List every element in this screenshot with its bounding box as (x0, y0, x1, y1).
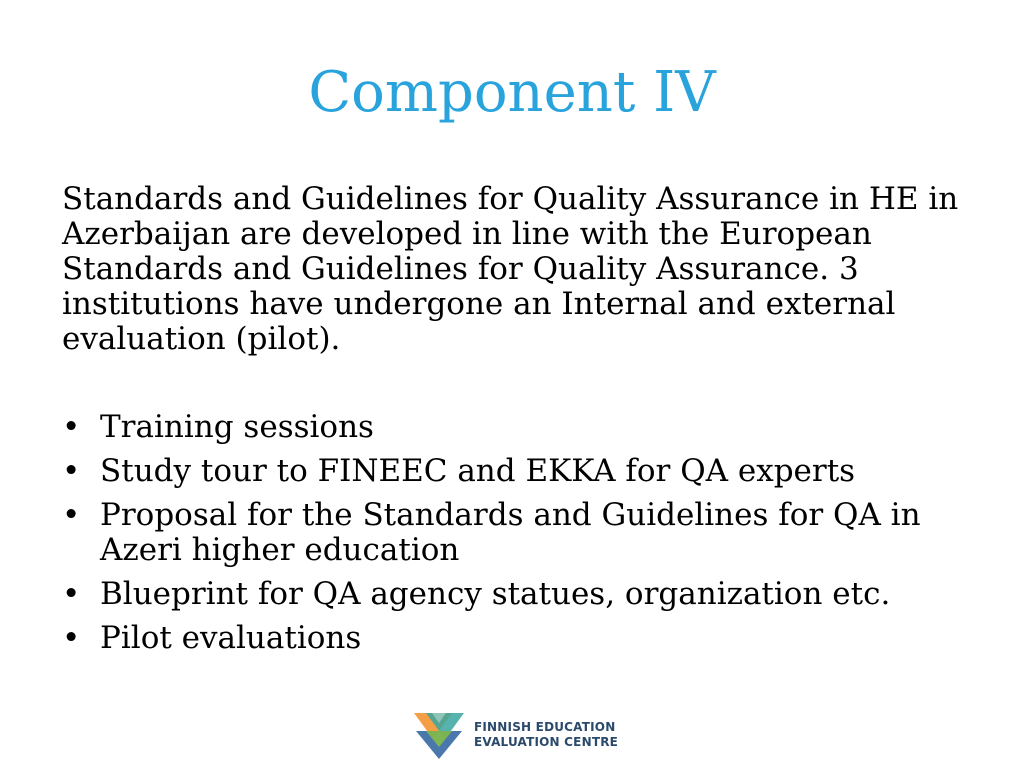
bullet-icon: • (62, 620, 81, 656)
bullet-item (62, 621, 977, 656)
bullet-text: Proposal for the Standards and Guidelines for QA in Azeri higher education (100, 497, 921, 568)
bullet-icon: • (62, 576, 81, 612)
bullet-item (62, 577, 977, 612)
bullet-text: Blueprint for QA agency statues, organization etc. (100, 576, 891, 612)
fineec-logo-icon (412, 709, 466, 761)
bullet-text: Training sessions (100, 409, 374, 445)
logo-text (474, 720, 618, 750)
bullet-icon: • (62, 409, 81, 445)
bullet-text: Study tour to FINEEC and EKKA for QA experts (100, 453, 856, 489)
intro-paragraph: Standards and Guidelines for Quality Assurance in HE in Azerbaijan are developed in line with the European Standards and Guidelines for Quality Assurance. 3 institutions have undergone an Internal and external evaluation (pilot). (62, 181, 959, 357)
bullet-item (62, 410, 977, 445)
fineec-logo (412, 708, 618, 762)
bullet-text: Pilot evaluations (100, 620, 362, 656)
bullet-list (62, 410, 977, 665)
bullet-icon: • (62, 453, 81, 489)
slide-title: Component IV (308, 60, 716, 125)
bullet-icon: • (62, 497, 81, 533)
logo-line-1: FINNISH EDUCATION (474, 720, 616, 734)
logo-line-2: EVALUATION CENTRE (474, 735, 619, 749)
bullet-item (62, 454, 977, 489)
bullet-item (62, 498, 977, 568)
